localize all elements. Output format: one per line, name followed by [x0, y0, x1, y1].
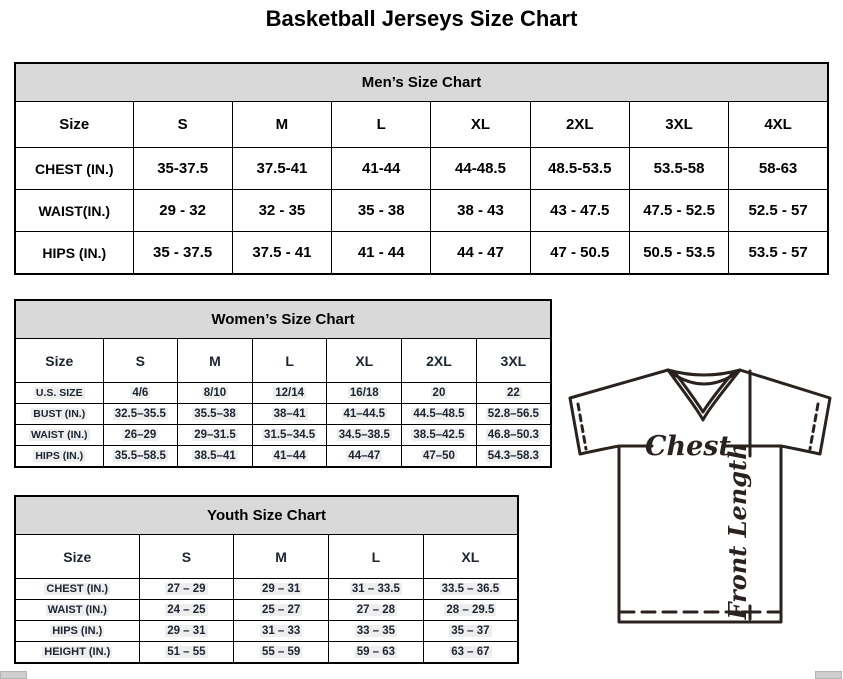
size-value-cell: 38.5–41	[178, 446, 253, 468]
chest-label: Chest	[645, 431, 731, 462]
size-value-cell: 44 - 47	[431, 232, 530, 275]
size-value-cell: 38 - 43	[431, 190, 530, 232]
size-value-cell: 53.5-58	[629, 148, 728, 190]
front-length-label: Front Length	[723, 442, 752, 620]
size-value-cell: 50.5 - 53.5	[629, 232, 728, 275]
row-label: BUST (IN.)	[15, 404, 103, 425]
size-value-cell: 27 – 28	[329, 600, 424, 621]
collar-back-line	[668, 370, 740, 375]
column-header: M	[232, 102, 331, 148]
size-value-cell: 51 – 55	[139, 642, 234, 664]
size-value-cell: 32.5–35.5	[103, 404, 178, 425]
size-value-cell: 8/10	[178, 383, 253, 404]
size-value-cell: 12/14	[252, 383, 327, 404]
row-label: WAIST (IN.)	[15, 600, 139, 621]
page-title: Basketball Jerseys Size Chart	[265, 6, 578, 31]
table-row	[15, 148, 828, 190]
size-value-cell: 37.5-41	[232, 148, 331, 190]
size-value-cell: 25 – 27	[234, 600, 329, 621]
size-value-cell: 53.5 - 57	[729, 232, 828, 275]
size-value-cell: 29–31.5	[178, 425, 253, 446]
size-value-cell: 47.5 - 52.5	[629, 190, 728, 232]
table-row	[15, 621, 518, 642]
size-value-cell: 35.5–38	[178, 404, 253, 425]
size-value-cell: 33 – 35	[329, 621, 424, 642]
size-value-cell: 41 - 44	[332, 232, 431, 275]
size-value-cell: 38–41	[252, 404, 327, 425]
size-value-cell: 48.5-53.5	[530, 148, 629, 190]
column-header: L	[329, 535, 424, 579]
size-value-cell: 20	[402, 383, 477, 404]
size-value-cell: 16/18	[327, 383, 402, 404]
size-value-cell: 41-44	[332, 148, 431, 190]
table-title: Youth Size Chart	[15, 496, 518, 535]
scrollbar-fragment-left	[0, 671, 27, 679]
mens-size-chart-section	[14, 62, 829, 275]
jersey-measurement-diagram	[556, 356, 840, 632]
column-header: Size	[15, 102, 133, 148]
row-label: HIPS (IN.)	[15, 446, 103, 468]
size-value-cell: 44.5–48.5	[402, 404, 477, 425]
size-value-cell: 41–44.5	[327, 404, 402, 425]
size-value-cell: 33.5 – 36.5	[423, 579, 518, 600]
column-header: XL	[423, 535, 518, 579]
table-title: Women’s Size Chart	[15, 300, 551, 339]
row-label: U.S. SIZE	[15, 383, 103, 404]
size-value-cell: 31 – 33	[234, 621, 329, 642]
size-value-cell: 27 – 29	[139, 579, 234, 600]
size-value-cell: 58-63	[729, 148, 828, 190]
row-label: HIPS (IN.)	[15, 232, 133, 275]
size-value-cell: 38.5–42.5	[402, 425, 477, 446]
womens-size-table	[14, 299, 552, 468]
size-value-cell: 34.5–38.5	[327, 425, 402, 446]
size-value-cell: 41–44	[252, 446, 327, 468]
table-row	[15, 642, 518, 664]
size-value-cell: 54.3–58.3	[476, 446, 551, 468]
size-value-cell: 59 – 63	[329, 642, 424, 664]
mens-size-table	[14, 62, 829, 275]
column-header: 2XL	[402, 339, 477, 383]
size-value-cell: 52.5 - 57	[729, 190, 828, 232]
size-value-cell: 35.5–58.5	[103, 446, 178, 468]
youth-size-chart-section	[14, 495, 519, 664]
youth-size-table	[14, 495, 519, 664]
column-header: Size	[15, 339, 103, 383]
column-header: 4XL	[729, 102, 828, 148]
size-value-cell: 26–29	[103, 425, 178, 446]
womens-size-chart-section	[14, 299, 552, 468]
size-value-cell: 29 – 31	[234, 579, 329, 600]
row-label: CHEST (IN.)	[15, 148, 133, 190]
table-row	[15, 404, 551, 425]
size-value-cell: 28 – 29.5	[423, 600, 518, 621]
column-header: M	[234, 535, 329, 579]
column-header: Size	[15, 535, 139, 579]
size-value-cell: 52.8–56.5	[476, 404, 551, 425]
table-row	[15, 446, 551, 468]
table-row	[15, 383, 551, 404]
size-value-cell: 47 - 50.5	[530, 232, 629, 275]
column-header: 3XL	[476, 339, 551, 383]
size-value-cell: 63 – 67	[423, 642, 518, 664]
size-value-cell: 32 - 35	[232, 190, 331, 232]
size-value-cell: 22	[476, 383, 551, 404]
size-value-cell: 35 – 37	[423, 621, 518, 642]
table-row	[15, 600, 518, 621]
table-row	[15, 232, 828, 275]
row-label: HEIGHT (IN.)	[15, 642, 139, 664]
column-header: S	[139, 535, 234, 579]
table-row	[15, 425, 551, 446]
table-row	[15, 579, 518, 600]
size-value-cell: 29 - 32	[133, 190, 232, 232]
column-header: S	[133, 102, 232, 148]
row-label: HIPS (IN.)	[15, 621, 139, 642]
column-header: 3XL	[629, 102, 728, 148]
column-header: L	[252, 339, 327, 383]
size-value-cell: 44–47	[327, 446, 402, 468]
size-value-cell: 24 – 25	[139, 600, 234, 621]
size-value-cell: 29 – 31	[139, 621, 234, 642]
size-value-cell: 35-37.5	[133, 148, 232, 190]
scrollbar-fragment-right	[815, 671, 842, 679]
size-value-cell: 46.8–50.3	[476, 425, 551, 446]
column-header: L	[332, 102, 431, 148]
column-header: XL	[327, 339, 402, 383]
size-value-cell: 43 - 47.5	[530, 190, 629, 232]
row-label: CHEST (IN.)	[15, 579, 139, 600]
size-value-cell: 4/6	[103, 383, 178, 404]
column-header: S	[103, 339, 178, 383]
size-value-cell: 35 - 38	[332, 190, 431, 232]
column-header: 2XL	[530, 102, 629, 148]
sleeve-stitch-right	[810, 404, 818, 449]
size-value-cell: 31 – 33.5	[329, 579, 424, 600]
column-header: M	[178, 339, 253, 383]
size-value-cell: 31.5–34.5	[252, 425, 327, 446]
size-value-cell: 35 - 37.5	[133, 232, 232, 275]
size-value-cell: 55 – 59	[234, 642, 329, 664]
table-row	[15, 190, 828, 232]
table-title: Men’s Size Chart	[15, 63, 828, 102]
size-value-cell: 44-48.5	[431, 148, 530, 190]
column-header: XL	[431, 102, 530, 148]
size-value-cell: 37.5 - 41	[232, 232, 331, 275]
size-value-cell: 47–50	[402, 446, 477, 468]
row-label: WAIST (IN.)	[15, 425, 103, 446]
row-label: WAIST(IN.)	[15, 190, 133, 232]
